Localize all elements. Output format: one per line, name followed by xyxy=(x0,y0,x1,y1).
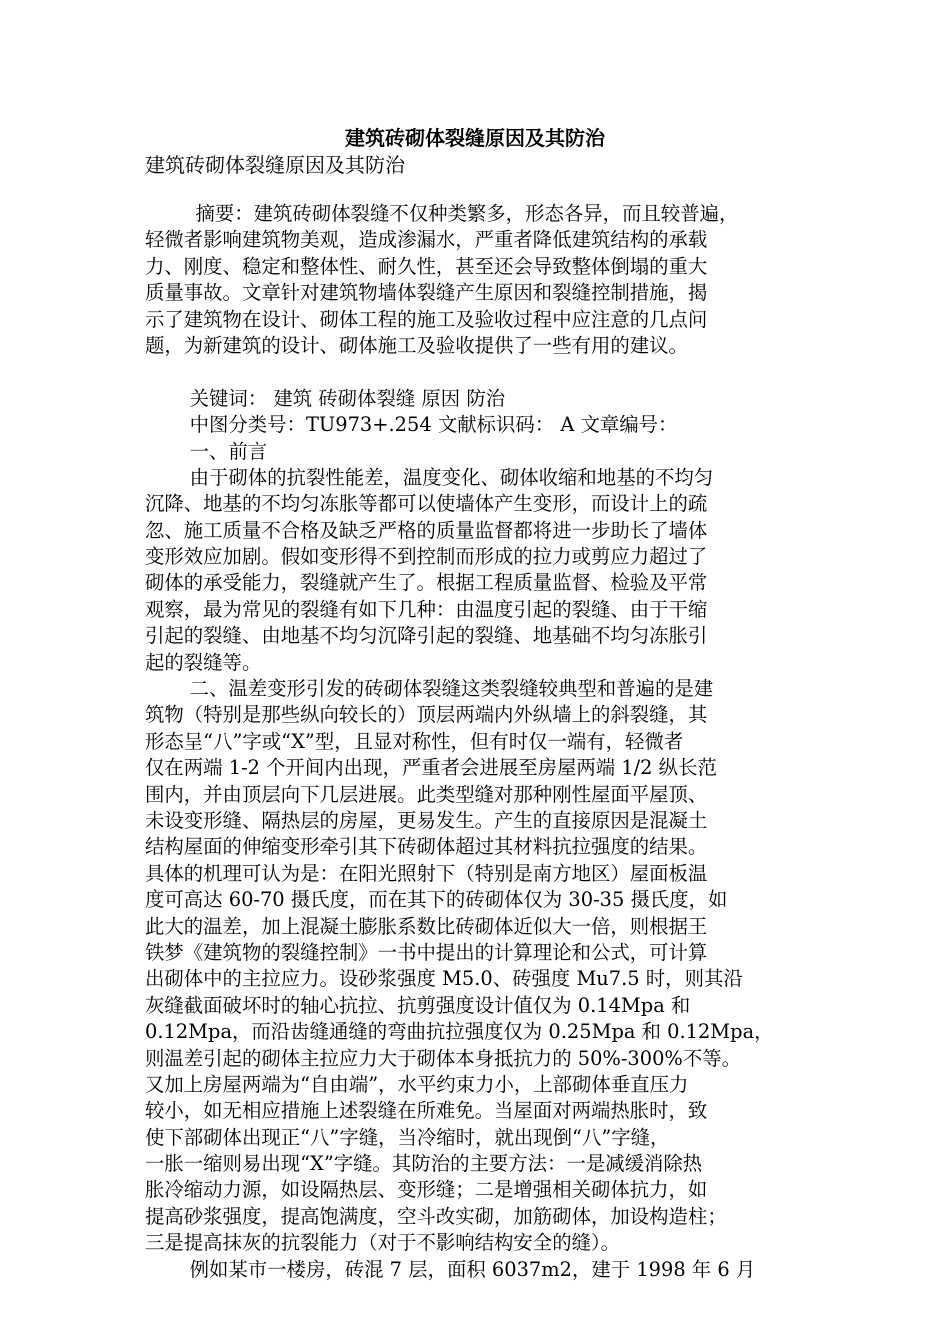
text-line: 观察，最为常见的裂缝有如下几种：由温度引起的裂缝、由于干缩 xyxy=(145,597,708,621)
text-line: 轻微者影响建筑物美观，造成渗漏水，严重者降低建筑结构的承载 xyxy=(145,228,708,252)
text-line: 铁梦《建筑物的裂缝控制》一书中提出的计算理论和公式，可计算 xyxy=(145,940,708,964)
text-line: 摘要：建筑砖砌体裂缝不仅种类繁多，形态各异，而且较普遍， xyxy=(195,202,739,225)
text-line: 由于砌体的抗裂性能差，温度变化、砌体收缩和地基的不均匀 xyxy=(189,465,714,489)
text-line: 忽、施工质量不合格及缺乏严格的质量监督都将进一步助长了墙体 xyxy=(145,518,708,542)
text-line: 此大的温差，加上混凝土膨胀系数比砖砌体近似大一倍，则根据王 xyxy=(145,914,708,938)
text-line: 例如某市一楼房，砖混 7 层，面积 6037m2，建于 1998 年 6 月 xyxy=(189,1257,756,1281)
text-line: 筑物（特别是那些纵向较长的）顶层两端内外纵墙上的斜裂缝，其 xyxy=(145,703,708,727)
text-line: 一胀一缩则易出现“X”字缝。其防治的主要方法：一是减缓消除热 xyxy=(145,1152,703,1176)
paragraph-gap xyxy=(145,359,815,385)
text-line: 胀冷缩动力源，如设隔热层、变形缝；二是增强相关砌体抗力，如 xyxy=(145,1178,708,1202)
text-line: 关键词： 建筑 砖砌体裂缝 原因 防治 xyxy=(189,386,506,410)
text-line: 0.12Mpa，而沿齿缝通缝的弯曲抗拉强度仅为 0.25Mpa 和 0.12Mpa， xyxy=(145,1020,774,1044)
text-line: 二、温差变形引发的砖砌体裂缝这类裂缝较典型和普遍的是建 xyxy=(189,677,714,701)
text-line: 使下部砌体出现正“八”字缝，当冷缩时，就出现倒“八”字缝， xyxy=(145,1125,670,1149)
text-line: 度可高达 60-70 摄氏度，而在其下的砖砌体仅为 30-35 摄氏度，如 xyxy=(145,888,728,912)
text-line: 具体的机理可认为是：在阳光照射下（特别是南方地区）屋面板温 xyxy=(145,861,708,885)
text-line: 仅在两端 1-2 个开间内出现，严重者会进展至房屋两端 1/2 纵长范 xyxy=(145,756,717,780)
document-title: 建筑砖砌体裂缝原因及其防治 xyxy=(345,126,605,150)
text-line: 力、刚度、稳定和整体性、耐久性，甚至还会导致整体倒塌的重大 xyxy=(145,254,708,278)
text-line: 出砌体中的主拉应力。设砂浆强度 M5.0、砖强度 Mu7.5 时，则其沿 xyxy=(145,967,743,991)
text-line: 沉降、地基的不均匀冻胀等都可以使墙体产生变形，而设计上的疏 xyxy=(145,492,708,516)
text-line: 则温差引起的砌体主拉应力大于砌体本身抵抗力的 50%-300%不等。 xyxy=(145,1046,742,1070)
text-line: 中图分类号：TU973+.254 文献标识码： A 文章编号： xyxy=(189,413,678,437)
text-line: 变形效应加剧。假如变形得不到控制而形成的拉力或剪应力超过了 xyxy=(145,545,708,569)
text-line: 灰缝截面破坏时的轴心抗拉、抗剪强度设计值仅为 0.14Mpa 和 xyxy=(145,993,691,1017)
text-line: 示了建筑物在设计、砌体工程的施工及验收过程中应注意的几点问 xyxy=(145,307,708,331)
text-line: 一、前言 xyxy=(189,439,268,463)
text-line: 起的裂缝等。 xyxy=(145,650,262,674)
text-line: 砌体的承受能力，裂缝就产生了。根据工程质量监督、检验及平常 xyxy=(145,571,708,595)
text-line: 题，为新建筑的设计、砌体施工及验收提供了一些有用的建议。 xyxy=(145,333,688,357)
text-line: 结构屋面的伸缩变形牵引其下砖砌体超过其材料抗拉强度的结果。 xyxy=(145,835,708,859)
text-line: 围内，并由顶层向下几层进展。此类型缝对那种刚性屋面平屋顶、 xyxy=(145,782,708,806)
text-line: 提高砂浆强度，提高饱满度，空斗改实砌，加筋砌体，加设构造柱； xyxy=(145,1204,727,1228)
text-line: 未设变形缝、隔热层的房屋，更易发生。产生的直接原因是混凝土 xyxy=(145,808,708,832)
text-line: 引起的裂缝、由地基不均匀沉降引起的裂缝、地基础不均匀冻胀引 xyxy=(145,624,708,648)
text-line: 又加上房屋两端为“自由端”，水平约束力小，上部砌体垂直压力 xyxy=(145,1072,689,1096)
text-line: 质量事故。文章针对建筑物墙体裂缝产生原因和裂缝控制措施，揭 xyxy=(145,281,708,305)
text-line: 三是提高抹灰的抗裂能力（对于不影响结构安全的缝）。 xyxy=(145,1231,621,1255)
document-subtitle: 建筑砖砌体裂缝原因及其防治 xyxy=(145,153,405,177)
text-line: 形态呈“八”字或“X”型，且显对称性，但有时仅一端有，轻微者 xyxy=(145,729,684,753)
text-line: 较小，如无相应措施上述裂缝在所难免。当屋面对两端热胀时，致 xyxy=(145,1099,708,1123)
document-body xyxy=(145,201,815,1283)
